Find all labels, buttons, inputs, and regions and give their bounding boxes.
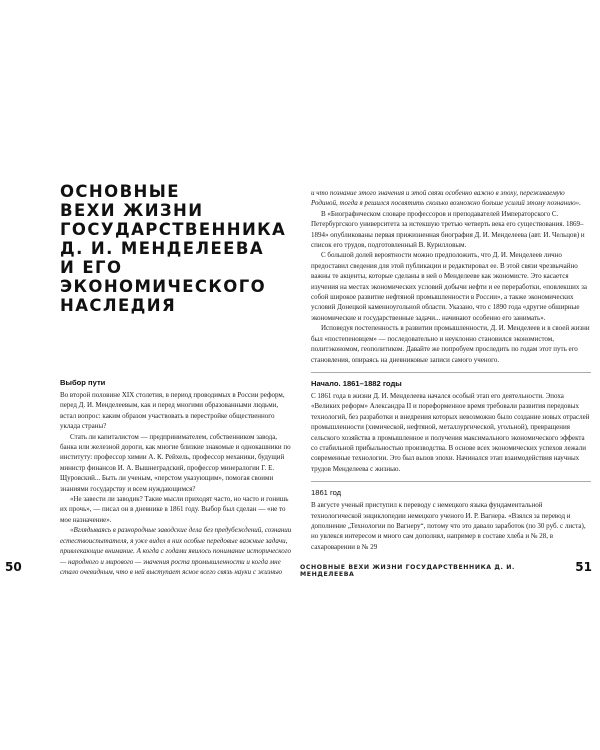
section-heading-choice: Выбор пути (60, 378, 106, 387)
section-body-beginning (311, 391, 591, 474)
paragraph: С 1861 года в жизни Д. И. Менделеева начался особый этап его деятельности. Эпоха «Великих реформ» Александра II и пореформенное время требовали развития передовых технологий, без разработки и внедрения которых невозможно было создание новых отраслей промышленности (химической, нефтяной, металлургической, угольной), превращения сельского хозяйства в промышленное и получения максимального экономического эффекта со стабильной прибыльностью производства. В основе всех экономических успехов лежали современные технологии. Это был вызов эпохи. Начинался этап взаимодействия научных трудов Менделеева с жизнью. (311, 391, 590, 473)
paragraph: В августе ученый приступил к переводу с немецкого языка фундаментальной технологической энциклопедии немецкого ученого И. Р. Вагнера. «Взялся за перевод и дополнение „Технологии по Вагнеру“, потому что это давало заработок (по 30 руб. с листа), но увлекся интересом и много сам дополнял, например в составе хлеба и № 28, в сахароварении в № 29 (311, 501, 586, 551)
section-divider (311, 372, 591, 373)
paragraph: Исповедуя постепенность в развитии промышленности, Д. И. Менделеев и в своей жизни был «постепеновцем» — последовательно и неуклонно становился экономистом, политэкономом, геополитиком. Давайте же попробуем проследить по годам этот путь его становления, опираясь на дневниковые записи самого ученого. (311, 324, 590, 364)
page-number-right: 51 (575, 560, 592, 574)
quote-continuation: и что познание этого значения и этой связи особенно важно в эпоху, переживаемую Родиной, тогда я решился посвятить сколько возможно больше усилий этому познанию». (311, 189, 581, 208)
left-text-column (60, 378, 292, 577)
paragraph: В «Биографическом словаре профессоров и преподавателей Императорского С. Петербургского университета за истекшую третью четверть века его существования. 1869–1894» опубликованы первая прижизненная биография Д. И. Менделеева (авт. И. Чельцов) и список его трудов, подготовленный В. Курилловым. (311, 209, 585, 250)
quote-paragraph: «Вглядываясь в разнородные заводские дела без предубеждений, сознании естествоиспытателя, я уже видел в них особые передовые важные задачи, привлекающие внимание. А когда с годами явилось понимание исторического — народного и мирового — значения роста промышленности и когда мне стало очевидным, что в ней выступает ясное всего связь науки с жизнью (60, 526, 292, 576)
section-divider (311, 481, 591, 482)
right-text-column (311, 188, 591, 552)
running-head: ОСНОВНЫЕ ВЕХИ ЖИЗНИ ГОСУДАРСТВЕННИКА Д. И. МЕНДЕЛЕЕВА (300, 564, 515, 578)
section-body-1861 (311, 500, 591, 552)
paragraph: Стать ли капиталистом — предпринимателем, собственником завода, банка или железной дороги, как многие близкие знакомые и однокашники по институту: профессор химии А. К. Рейхель, профессор механики, будущий министр финансов И. А. Вышнеградский, профессор минералогии Г. Е. Щуровский... Быть ли ученым, «перстом указующим», помогая своими знаниями государству и всем нуждающимся? (60, 432, 291, 493)
right-page (300, 0, 600, 750)
section-body-choice (60, 390, 292, 577)
intro-body (311, 188, 591, 365)
chapter-title: ОСНОВНЫЕ ВЕХИ ЖИЗНИ ГОСУДАРСТВЕННИКА Д. И. МЕНДЕЛЕЕВА И ЕГО ЭКОНОМИЧЕСКОГО НАСЛЕДИЯ (60, 182, 287, 315)
paragraph: С большой долей вероятности можно предположить, что Д. И. Менделеев лично предоставил сведения для этой публикации и редактировал ее. В этой связи чрезвычайно важны те акценты, которые сделаны в ней о Менделееве как экономисте. Это касается изучения на местах экономических условий добычи нефти и ее переработки, «повлекших за собой широкое развитие нефтяной промышленности в России», а также экономических условий Донецкой каменноугольной области. Указано, что с 1890 года «другие обширные экономические и государственные задачи... начинают особенно его занимать». (311, 251, 587, 322)
section-heading-beginning: Начало. 1861–1882 годы (311, 378, 402, 388)
paragraph: Во второй половине XIX столетия, в период проводимых в России реформ, перед Д. И. Менделеевым, как и перед многими образованными людьми, встал вопрос: каким образом участвовать в перестройке общественного уклада страны? (60, 391, 285, 431)
section-heading-1861: 1861 год (311, 488, 342, 498)
page-number-left: 50 (5, 560, 22, 574)
paragraph: «Не завести ли заводик? Такие мысли приходят часто, но часто и гонишь их прочь», — писал он в дневнике в 1861 году. Выбор был сделан — «не то мое назначение». (60, 495, 289, 524)
